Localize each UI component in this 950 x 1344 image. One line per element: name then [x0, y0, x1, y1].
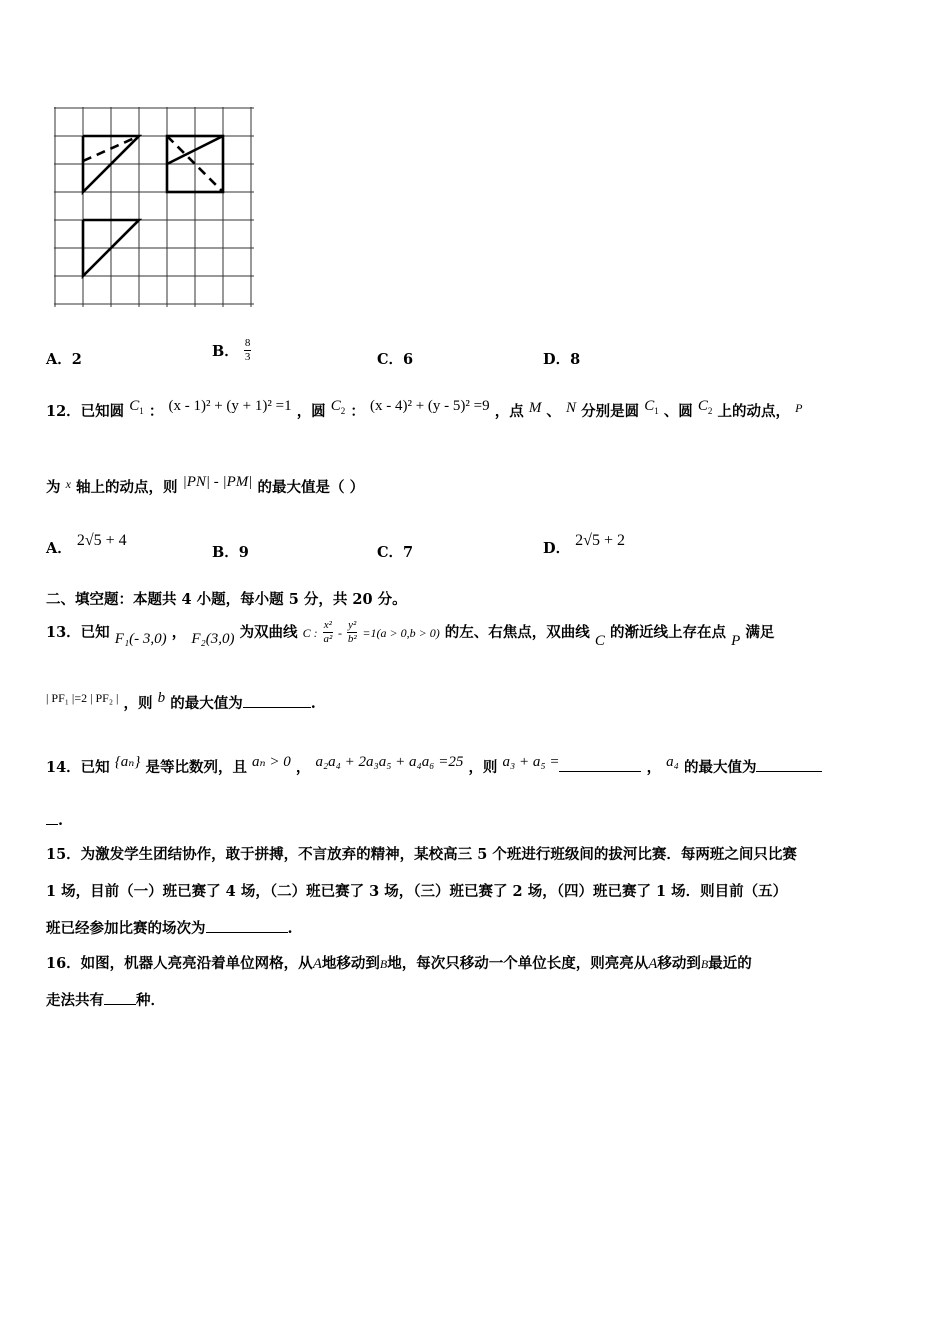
q12-option-a: [46, 532, 127, 558]
sequence: {aₙ}: [114, 754, 141, 770]
answer-blank-1[interactable]: [559, 771, 641, 772]
q14-line2: [46, 812, 63, 829]
condition-equation: a₂a₄ + 2a₃a₅ + a₄a₆ =25: [315, 754, 464, 770]
text: 最近的: [708, 955, 752, 972]
c1-letter: C: [644, 398, 655, 414]
section-heading: 二、填空题：本题共 4 小题，每小题 5 分，共 20 分。: [46, 591, 407, 608]
q13-line2: [46, 690, 316, 713]
option-label: D．: [543, 540, 571, 557]
option-value: 8: [570, 351, 581, 368]
q12-line1: [46, 398, 802, 421]
relation-expression: | PF₁ |=2 | PF₂ |: [46, 691, 119, 705]
circle1-equation: (x - 1)² + (y + 1)² =1: [168, 398, 292, 414]
q12-option-d: [543, 532, 625, 558]
answer-blank[interactable]: [104, 1004, 136, 1005]
text: 班已经参加比赛的场次为: [46, 920, 206, 937]
text: 走法共有: [46, 992, 104, 1009]
text: 、圆: [663, 403, 693, 420]
c1-sub: 1: [654, 406, 659, 416]
fraction-x2-a2: [323, 620, 333, 645]
hyperbola-c: C: [594, 633, 605, 649]
circle-c2: [331, 398, 346, 414]
fraction-y2-b2: [347, 620, 357, 645]
text: ，则: [468, 759, 498, 776]
text: 是等比数列，且: [145, 759, 247, 776]
q13-line1: [46, 620, 774, 650]
focus-f2: F₂(3,0): [191, 631, 235, 647]
text: ，点: [494, 403, 524, 420]
answer-blank[interactable]: [243, 707, 311, 708]
text: 轴上的动点，则: [76, 479, 178, 496]
text: .: [287, 920, 293, 937]
c1-letter: C: [129, 398, 140, 414]
point-p: P: [731, 633, 741, 649]
option-value: 9: [238, 544, 249, 561]
answer-blank-2[interactable]: [756, 771, 822, 772]
q11-option-a: [46, 348, 82, 369]
text: 为: [46, 479, 61, 496]
option-value: 2√5 + 4: [76, 532, 127, 549]
three-view-grid-figure: [54, 107, 254, 307]
fraction-numerator: y²: [348, 619, 357, 631]
colon: ：: [148, 403, 164, 420]
term-a4: a₄: [666, 754, 679, 770]
point-b: B: [700, 957, 709, 971]
option-label: A．: [46, 540, 72, 557]
option-label: D．: [543, 351, 571, 368]
option-label: C．: [377, 544, 404, 561]
q16-line2: [46, 989, 165, 1010]
c2-letter: C: [330, 398, 341, 414]
point-p: P: [795, 401, 803, 415]
sum-expression: a₃ + a₅ =: [502, 754, 560, 770]
fraction-numerator: 8: [244, 337, 251, 349]
text: 上的动点，: [717, 403, 791, 420]
hyperbola-condition: =1(a > 0,b > 0): [362, 626, 440, 640]
option-value: 2√5 + 2: [575, 532, 625, 549]
q13-number: 13．已知: [46, 624, 110, 641]
text: 为双曲线: [239, 624, 298, 641]
text: ，: [171, 624, 187, 641]
c1-sub: 1: [139, 406, 144, 416]
q11-option-d: [543, 348, 580, 369]
q14-number: 14．已知: [46, 759, 110, 776]
circle2-equation: (x - 4)² + (y - 5)² =9: [369, 398, 490, 414]
option-label: C．: [377, 351, 404, 368]
c2-sub: 2: [707, 406, 713, 416]
fraction-8-3: [244, 338, 252, 363]
colon: ：: [350, 403, 365, 420]
option-value: 2: [71, 351, 82, 368]
text: 地，每次只移动一个单位长度，则亮亮从: [387, 955, 649, 972]
option-label: A．: [46, 351, 72, 368]
circle-c2-ref: [698, 398, 713, 414]
point-m: M: [528, 400, 542, 416]
q15-line1: 15．为激发学生团结协作，敢于拼搏，不言放弃的精神，某校高三 5 个班进行班级间的拔河比赛．每两班之间只比赛: [46, 846, 797, 863]
q11-option-b: [212, 338, 251, 363]
q15-line2: 1 场，目前（一）班已赛了 4 场，（二）班已赛了 3 场，（三）班已赛了 2 场，（四）班已赛了 1 场．则目前（五）: [46, 883, 788, 900]
text: 的左、右焦点，双曲线: [444, 624, 590, 641]
text: 的最大值为: [683, 759, 757, 776]
hyperbola-name: C :: [302, 626, 318, 640]
q12-number: 12．已知圆: [46, 403, 125, 420]
c2-sub: 2: [340, 406, 346, 416]
circle-c1: [129, 398, 144, 414]
option-value: 7: [403, 544, 414, 561]
text: 分别是圆: [581, 403, 640, 420]
text: 地移动到: [321, 955, 380, 972]
c2-letter: C: [697, 398, 708, 414]
text: .: [310, 695, 316, 712]
text: 的渐近线上存在点: [610, 624, 726, 641]
point-n: N: [566, 400, 577, 416]
option-value: 6: [403, 351, 414, 368]
fraction-numerator: x²: [323, 619, 332, 631]
fraction-denominator: b²: [347, 633, 357, 645]
q12-option-c: [377, 541, 413, 562]
q12-option-b: [212, 541, 249, 562]
text: ，: [646, 759, 662, 776]
option-label: B．: [212, 343, 239, 360]
focus-f1: F₁(- 3,0): [114, 631, 167, 647]
answer-blank[interactable]: [206, 932, 288, 933]
q11-option-c: [377, 348, 413, 369]
circle-c1-ref: [644, 398, 659, 414]
x-axis-var: x: [65, 477, 71, 491]
point-a: A: [648, 956, 658, 972]
var-b: b: [157, 690, 166, 706]
q14-line1: [46, 752, 822, 777]
text: 种．: [136, 992, 165, 1009]
q15-line3: [46, 917, 293, 938]
fraction-denominator: 3: [244, 351, 251, 363]
distance-expression: |PN| - |PM|: [182, 474, 253, 490]
fraction-denominator: a²: [323, 633, 333, 645]
text: ，圆: [296, 403, 326, 420]
text: ，: [295, 759, 311, 776]
point-a: A: [312, 956, 322, 972]
option-label: B．: [212, 544, 239, 561]
answer-blank-2-cont[interactable]: [46, 824, 58, 825]
text: 的最大值为: [170, 695, 243, 712]
q16-line1: [46, 952, 752, 973]
text: ，则: [123, 695, 153, 712]
q12-line2: [46, 474, 364, 497]
text: 移动到: [657, 955, 701, 972]
point-b: B: [379, 957, 388, 971]
text: 、: [546, 403, 561, 420]
text: 满足: [745, 624, 775, 641]
minus-sign: -: [338, 626, 343, 640]
condition-positive: aₙ > 0: [252, 754, 291, 770]
text: 16．如图，机器人亮亮沿着单位网格，从: [46, 955, 313, 972]
text: 的最大值是（ ）: [257, 479, 365, 496]
text: .: [58, 812, 64, 829]
